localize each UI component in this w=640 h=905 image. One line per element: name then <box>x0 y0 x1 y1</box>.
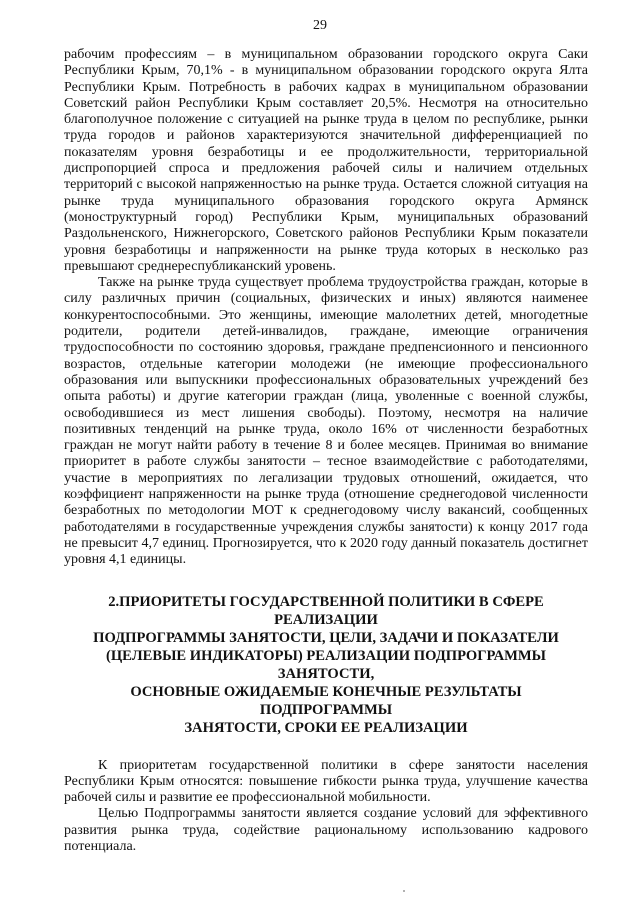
document-body <box>64 47 588 855</box>
section-heading-line-5: ЗАНЯТОСТИ, СРОКИ ЕЕ РЕАЛИЗАЦИИ <box>184 719 468 736</box>
section-heading-line-1: 2.ПРИОРИТЕТЫ ГОСУДАРСТВЕННОЙ ПОЛИТИКИ В СФЕРЕ РЕАЛИЗАЦИИ <box>108 593 544 628</box>
scan-speck <box>403 890 405 892</box>
section-paragraph-2: Целью Подпрограммы занятости является создание условий для эффективного развития рынка труда, содействие рациональному использованию кадрового потенциала. <box>64 806 588 854</box>
page-number: 29 <box>313 18 327 33</box>
section-heading <box>64 593 588 737</box>
body-paragraph-2: Также на рынке труда существует проблема трудоустройства граждан, которые в силу различных причин (социальных, физических и иных) являются наименее конкурентоспособными. Это женщины, имеющие малолетних детей, многодетные родители, родители детей-инвалидов, граждане, имеющие ограничения трудоспособности по состоянию здоровья, граждане предпенсионного и пенсионного возрастов, отдельные категории молодежи (не имеющие профессионального образования или выпускники профессиональных образовательных учреждений без опыта работы) и другие категории граждан (лица, уволенные с военной службы, освободившиеся из мест лишения свободы). Поэтому, несмотря на наличие позитивных тенденций на рынке труда, около 16% от численности безработных граждан не могут найти работу в течение 8 и более месяцев. Принимая во внимание приоритет в работе службы занятости – тесное взаимодействие с работодателями, участие в мероприятиях по легализации трудовых отношений, ожидается, что коэффициент напряженности на рынке труда (отношение среднегодовой численности безработных по методологии МОТ к среднегодовому числу вакансий, сообщенных работодателями в государственные учреждения службы занятости) к концу 2017 года не превысит 4,7 единиц. Прогнозируется, что к 2020 году данный показатель достигнет уровня 4,1 единицы. <box>64 275 588 568</box>
section-heading-line-2: ПОДПРОГРАММЫ ЗАНЯТОСТИ, ЦЕЛИ, ЗАДАЧИ И ПОКАЗАТЕЛИ <box>93 629 559 646</box>
section-heading-line-4: ОСНОВНЫЕ ОЖИДАЕМЫЕ КОНЕЧНЫЕ РЕЗУЛЬТАТЫ ПОДПРОГРАММЫ <box>130 683 522 718</box>
section-paragraph-1: К приоритетам государственной политики в сфере занятости населения Республики Крым относятся: повышение гибкости рынка труда, улучшение качества рабочей силы и развитие ее профессиональной мобильности. <box>64 757 588 806</box>
section-heading-line-3: (ЦЕЛЕВЫЕ ИНДИКАТОРЫ) РЕАЛИЗАЦИИ ПОДПРОГРАММЫ ЗАНЯТОСТИ, <box>105 647 547 682</box>
body-paragraph-1: рабочим профессиям – в муниципальном образовании городского округа Саки Республики Крым, 70,1% - в муниципальном образовании городского округа Ялта Республики Крым. Потребность в рабочих кадрах в муниципальном образовании Советский район Республики Крым составляет 20,5%. Несмотря на относительно благополучное положение с ситуацией на рынке труда в целом по республике, рынки труда городов и районов характеризуются значительной дифференциацией по показателям уровня безработицы и ее продолжительности, территориальной диспропорцией спроса и предложения рабочей силы и наличием отдельных территорий с высокой напряженностью на рынке труда. Остается сложной ситуация на рынке труда муниципального образования городского округа Армянск (моноструктурный город) Республики Крым, муниципальных образований Раздольненского, Нижнегорского, Советского районов Республики Крым показатели уровня безработицы и напряженности на рынке труда которых в несколько раз превышают среднереспубликанский уровень. <box>64 47 588 274</box>
